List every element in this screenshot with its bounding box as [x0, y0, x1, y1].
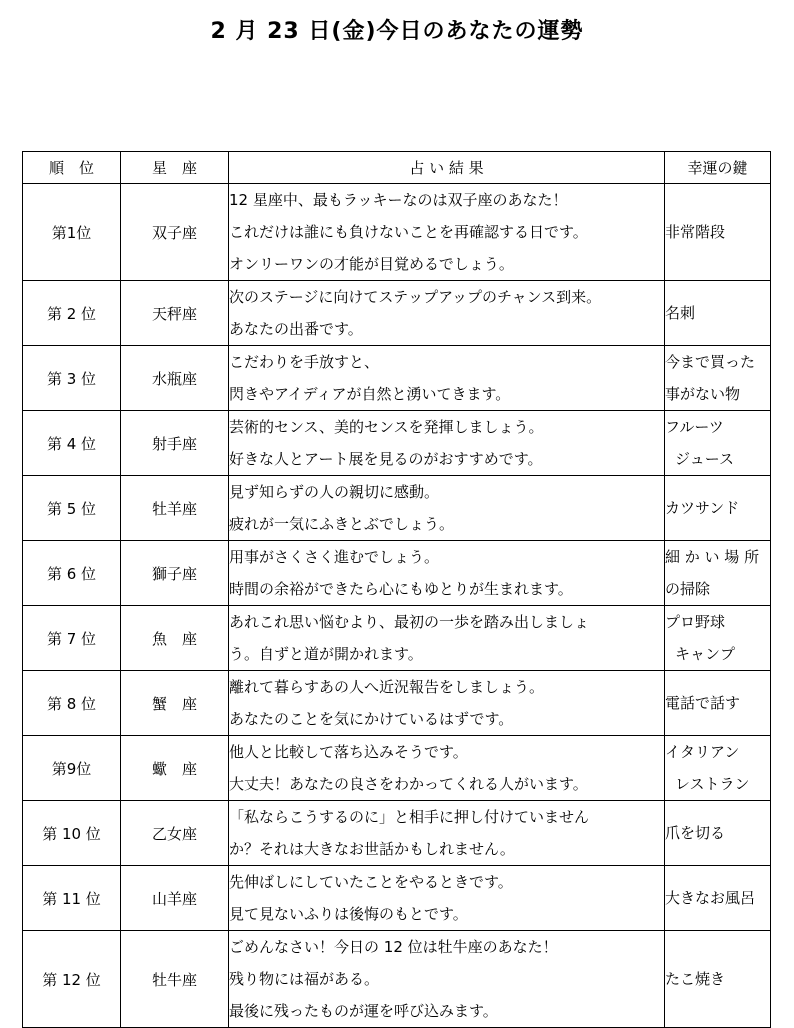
lucky-key-line: たこ焼き — [665, 970, 726, 988]
header-sign: 星 座 — [121, 152, 229, 184]
sign-cell: 水瓶座 — [121, 346, 229, 411]
table-row — [23, 411, 771, 476]
lucky-key-line: 非常階段 — [665, 223, 726, 241]
result-line: 見て見ないふりは後悔のもとです。 — [229, 905, 468, 923]
result-line: あなたの出番です。 — [229, 320, 363, 338]
lucky-key-line: の掃除 — [665, 580, 711, 598]
rank-cell: 第 10 位 — [23, 801, 121, 866]
lucky-key-line: レストラン — [675, 775, 750, 793]
result-line: こだわりを手放すと、 — [229, 353, 380, 371]
result-line: 「私ならこうするのに」と相手に押し付けていません — [229, 808, 590, 826]
lucky-key-cell — [665, 866, 771, 931]
table-row — [23, 606, 771, 671]
result-cell — [229, 866, 665, 931]
result-line: か？それは大きなお世話かもしれません。 — [229, 840, 515, 858]
lucky-key-line: プロ野球 — [665, 613, 726, 631]
sign-cell: 乙女座 — [121, 801, 229, 866]
table-row — [23, 281, 771, 346]
sign-cell: 牡牛座 — [121, 931, 229, 1028]
lucky-key-line: キャンプ — [675, 645, 736, 663]
table-header-row — [23, 152, 771, 184]
lucky-key-cell — [665, 671, 771, 736]
result-line: 12 星座中、最もラッキーなのは双子座のあなた！ — [229, 191, 568, 209]
lucky-key-line: 大きなお風呂 — [665, 889, 756, 907]
lucky-key-cell — [665, 346, 771, 411]
sign-cell: 牡羊座 — [121, 476, 229, 541]
result-cell — [229, 671, 665, 736]
lucky-key-line: 名刺 — [665, 304, 696, 322]
result-cell — [229, 411, 665, 476]
result-cell — [229, 801, 665, 866]
result-line: オンリーワンの才能が目覚めるでしょう。 — [229, 255, 514, 273]
result-line: 好きな人とアート展を見るのがおすすめです。 — [229, 450, 543, 468]
sign-cell: 獅子座 — [121, 541, 229, 606]
lucky-key-cell — [665, 281, 771, 346]
rank-cell: 第 11 位 — [23, 866, 121, 931]
lucky-key-cell — [665, 931, 771, 1028]
result-line: 最後に残ったものが運を呼び込みます。 — [229, 1002, 498, 1020]
lucky-key-cell — [665, 736, 771, 801]
rank-cell: 第 4 位 — [23, 411, 121, 476]
lucky-key-cell — [665, 476, 771, 541]
result-line: 見ず知らずの人の親切に感動。 — [229, 483, 440, 501]
lucky-key-line: イタリアン — [665, 743, 740, 761]
result-line: 用事がさくさく進むでしょう。 — [229, 548, 440, 566]
result-line: 閃きやアイディアが自然と湧いてきます。 — [229, 385, 511, 403]
result-cell — [229, 606, 665, 671]
lucky-key-line: 細 か い 場 所 — [665, 548, 760, 566]
table-row — [23, 801, 771, 866]
result-line: ごめんなさい！今日の 12 位は牡牛座のあなた！ — [229, 938, 558, 956]
table-body — [23, 184, 771, 1028]
result-line: あなたのことを気にかけているはずです。 — [229, 710, 514, 728]
rank-cell: 第 5 位 — [23, 476, 121, 541]
result-cell — [229, 476, 665, 541]
header-result: 占 い 結 果 — [229, 152, 665, 184]
result-line: あれこれ思い悩むより、最初の一歩を踏み出しましょ — [229, 613, 590, 631]
lucky-key-cell — [665, 184, 771, 281]
rank-cell: 第 7 位 — [23, 606, 121, 671]
table-row — [23, 541, 771, 606]
table-row — [23, 931, 771, 1028]
result-line: 残り物には福がある。 — [229, 970, 380, 988]
table-row — [23, 671, 771, 736]
result-cell — [229, 281, 665, 346]
lucky-key-line: 電話で話す — [665, 694, 741, 712]
rank-cell: 第 12 位 — [23, 931, 121, 1028]
result-cell — [229, 736, 665, 801]
lucky-key-cell — [665, 411, 771, 476]
rank-cell: 第 3 位 — [23, 346, 121, 411]
table-row — [23, 736, 771, 801]
lucky-key-line: フルーツ — [665, 418, 724, 436]
sign-cell: 山羊座 — [121, 866, 229, 931]
table-row — [23, 866, 771, 931]
lucky-key-line: 今まで買った — [665, 353, 756, 371]
result-cell — [229, 541, 665, 606]
result-line: 次のステージに向けてステップアップのチャンス到来。 — [229, 288, 602, 306]
table-row — [23, 476, 771, 541]
lucky-key-cell — [665, 541, 771, 606]
sign-cell: 蠍 座 — [121, 736, 229, 801]
lucky-key-cell — [665, 606, 771, 671]
lucky-key-line: 爪を切る — [665, 824, 726, 842]
result-line: 大丈夫！あなたの良さをわかってくれる人がいます。 — [229, 775, 588, 793]
result-line: 他人と比較して落ち込みそうです。 — [229, 743, 468, 761]
sign-cell: 射手座 — [121, 411, 229, 476]
fortune-table — [22, 151, 771, 1028]
header-key: 幸運の鍵 — [665, 152, 771, 184]
result-cell — [229, 346, 665, 411]
table-row — [23, 184, 771, 281]
header-rank: 順 位 — [23, 152, 121, 184]
result-cell — [229, 184, 665, 281]
lucky-key-line: ジュース — [675, 450, 734, 468]
result-line: 離れて暮らすあの人へ近況報告をしましょう。 — [229, 678, 545, 696]
lucky-key-line: カツサンド — [665, 499, 740, 517]
lucky-key-line: 事がない物 — [665, 385, 741, 403]
table-row — [23, 346, 771, 411]
sign-cell: 双子座 — [121, 184, 229, 281]
rank-cell: 第 8 位 — [23, 671, 121, 736]
sign-cell: 魚 座 — [121, 606, 229, 671]
result-line: これだけは誰にも負けないことを再確認する日です。 — [229, 223, 588, 241]
sign-cell: 天秤座 — [121, 281, 229, 346]
lucky-key-cell — [665, 801, 771, 866]
result-line: 時間の余裕ができたら心にもゆとりが生まれます。 — [229, 580, 573, 598]
result-line: 疲れが一気にふきとぶでしょう。 — [229, 515, 455, 533]
rank-cell: 第1位 — [23, 184, 121, 281]
result-line: 芸術的センス、美的センスを発揮しましょう。 — [229, 418, 544, 436]
result-line: う。自ずと道が開かれます。 — [229, 645, 423, 663]
page-title: 2 月 23 日(金)今日のあなたの運勢 — [210, 19, 584, 44]
rank-cell: 第9位 — [23, 736, 121, 801]
result-cell — [229, 931, 665, 1028]
rank-cell: 第 6 位 — [23, 541, 121, 606]
result-line: 先伸ばしにしていたことをやるときです。 — [229, 873, 513, 891]
sign-cell: 蟹 座 — [121, 671, 229, 736]
rank-cell: 第 2 位 — [23, 281, 121, 346]
